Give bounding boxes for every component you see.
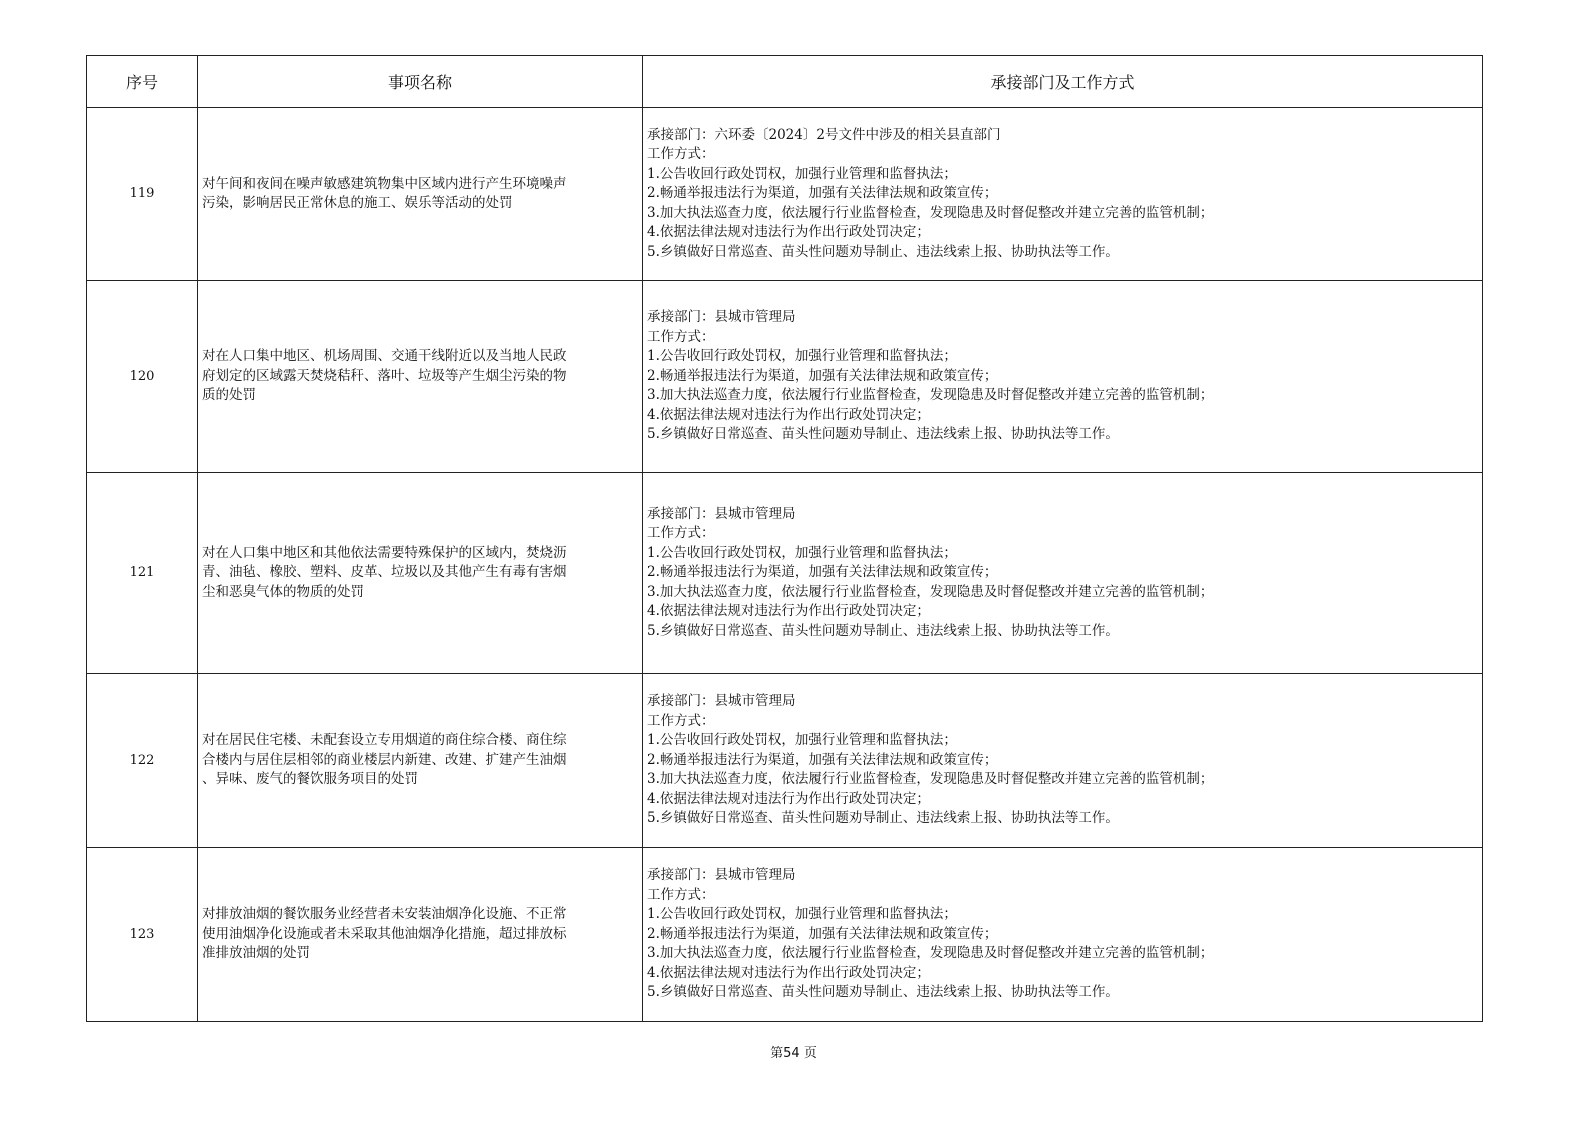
row-item-name: [198, 674, 643, 848]
method-line: 工作方式：: [647, 328, 715, 345]
table-row: [87, 108, 1483, 281]
method-line: 承接部门：县城市管理局: [647, 693, 796, 710]
item-name-line: 对在居民住宅楼、未配套设立专用烟道的商住综合楼、商住综: [202, 732, 567, 749]
method-line: 4.依据法律法规对违法行为作出行政处罚决定；: [647, 406, 930, 423]
method-line: 4.依据法律法规对违法行为作出行政处罚决定；: [647, 603, 930, 620]
table-row: [87, 281, 1483, 473]
row-item-name: [198, 473, 643, 674]
table-header-row: [87, 56, 1483, 108]
item-name-line: 对午间和夜间在噪声敏感建筑物集中区域内进行产生环境噪声: [202, 175, 567, 192]
item-name-line: 对在人口集中地区和其他依法需要特殊保护的区域内，焚烧沥: [202, 544, 567, 561]
method-line: 2.畅通举报违法行为渠道，加强有关法律法规和政策宣传；: [647, 367, 998, 384]
method-line: 2.畅通举报违法行为渠道，加强有关法律法规和政策宣传；: [647, 751, 998, 768]
matters-table: [86, 55, 1483, 1022]
method-line: 4.依据法律法规对违法行为作出行政处罚决定；: [647, 224, 930, 241]
method-line: 3.加大执法巡查力度，依法履行行业监督检查，发现隐患及时督促整改并建立完善的监管机制；: [647, 583, 1214, 600]
method-line: 5.乡镇做好日常巡查、苗头性问题劝导制止、违法线索上报、协助执法等工作。: [647, 984, 1119, 1001]
table-row: [87, 674, 1483, 848]
method-line: 1.公告收回行政处罚权，加强行业管理和监督执法；: [647, 544, 957, 561]
item-name-line: 尘和恶臭气体的物质的处罚: [202, 583, 364, 600]
item-name-line: 污染，影响居民正常休息的施工、娱乐等活动的处罚: [202, 195, 513, 211]
row-item-name: [198, 281, 643, 473]
header-item-name: 事项名称: [198, 56, 643, 108]
item-name-line: 合楼内与居住层相邻的商业楼层内新建、改建、扩建产生油烟: [202, 751, 567, 768]
row-department-and-method: [643, 848, 1483, 1022]
item-name-line: 、异味、废气的餐饮服务项目的处罚: [202, 771, 418, 788]
table-row: [87, 473, 1483, 674]
row-item-name: [198, 108, 643, 281]
method-line: 4.依据法律法规对违法行为作出行政处罚决定；: [647, 790, 930, 807]
method-line: 2.畅通举报违法行为渠道，加强有关法律法规和政策宣传；: [647, 564, 998, 581]
method-line: 3.加大执法巡查力度，依法履行行业监督检查，发现隐患及时督促整改并建立完善的监管机制；: [647, 945, 1214, 962]
method-line: 5.乡镇做好日常巡查、苗头性问题劝导制止、违法线索上报、协助执法等工作。: [647, 622, 1119, 639]
item-name-line: 对排放油烟的餐饮服务业经营者未安装油烟净化设施、不正常: [202, 906, 567, 923]
table-row: [87, 848, 1483, 1022]
row-serial-number: 123: [87, 848, 198, 1022]
item-name-line: 使用油烟净化设施或者未采取其他油烟净化措施，超过排放标: [202, 925, 567, 942]
method-line: 承接部门：县城市管理局: [647, 505, 796, 522]
method-line: 2.畅通举报违法行为渠道，加强有关法律法规和政策宣传；: [647, 185, 998, 202]
method-line: 3.加大执法巡查力度，依法履行行业监督检查，发现隐患及时督促整改并建立完善的监管机制；: [647, 387, 1214, 404]
method-line: 3.加大执法巡查力度，依法履行行业监督检查，发现隐患及时督促整改并建立完善的监管机制；: [647, 771, 1214, 788]
row-serial-number: 121: [87, 473, 198, 674]
row-department-and-method: [643, 473, 1483, 674]
row-department-and-method: [643, 674, 1483, 848]
item-name-line: 准排放油烟的处罚: [202, 945, 310, 962]
page-number: 第54 页: [770, 1046, 817, 1061]
item-name-line: 质的处罚: [202, 387, 256, 404]
method-line: 工作方式：: [647, 886, 715, 903]
method-line: 2.畅通举报违法行为渠道，加强有关法律法规和政策宣传；: [647, 925, 998, 942]
matters-table-container: [86, 55, 1482, 1022]
method-line: 1.公告收回行政处罚权，加强行业管理和监督执法；: [647, 906, 957, 923]
header-serial-number: 序号: [87, 56, 198, 108]
method-line: 承接部门：县城市管理局: [647, 867, 796, 884]
item-name-line: 府划定的区域露天焚烧秸秆、落叶、垃圾等产生烟尘污染的物: [202, 367, 567, 384]
method-line: 工作方式：: [647, 146, 715, 163]
item-name-line: 青、油毡、橡胶、塑料、皮革、垃圾以及其他产生有毒有害烟: [202, 564, 567, 581]
method-line: 1.公告收回行政处罚权，加强行业管理和监督执法；: [647, 165, 957, 182]
method-line: 1.公告收回行政处罚权，加强行业管理和监督执法；: [647, 348, 957, 365]
row-serial-number: 119: [87, 108, 198, 281]
row-department-and-method: [643, 281, 1483, 473]
row-serial-number: 122: [87, 674, 198, 848]
item-name-line: 对在人口集中地区、机场周围、交通干线附近以及当地人民政: [202, 348, 567, 365]
method-line: 承接部门：县城市管理局: [647, 309, 796, 326]
method-line: 承接部门：六环委〔2024〕2号文件中涉及的相关县直部门: [647, 126, 1001, 143]
row-department-and-method: [643, 108, 1483, 281]
method-line: 3.加大执法巡查力度，依法履行行业监督检查，发现隐患及时督促整改并建立完善的监管机制；: [647, 204, 1214, 221]
row-item-name: [198, 848, 643, 1022]
method-line: 5.乡镇做好日常巡查、苗头性问题劝导制止、违法线索上报、协助执法等工作。: [647, 810, 1119, 827]
method-line: 5.乡镇做好日常巡查、苗头性问题劝导制止、违法线索上报、协助执法等工作。: [647, 426, 1119, 443]
header-department-and-method: 承接部门及工作方式: [643, 56, 1483, 108]
method-line: 4.依据法律法规对违法行为作出行政处罚决定；: [647, 964, 930, 981]
method-line: 工作方式：: [647, 525, 715, 542]
row-serial-number: 120: [87, 281, 198, 473]
method-line: 5.乡镇做好日常巡查、苗头性问题劝导制止、违法线索上报、协助执法等工作。: [647, 243, 1119, 260]
method-line: 1.公告收回行政处罚权，加强行业管理和监督执法；: [647, 732, 957, 749]
method-line: 工作方式：: [647, 712, 715, 729]
